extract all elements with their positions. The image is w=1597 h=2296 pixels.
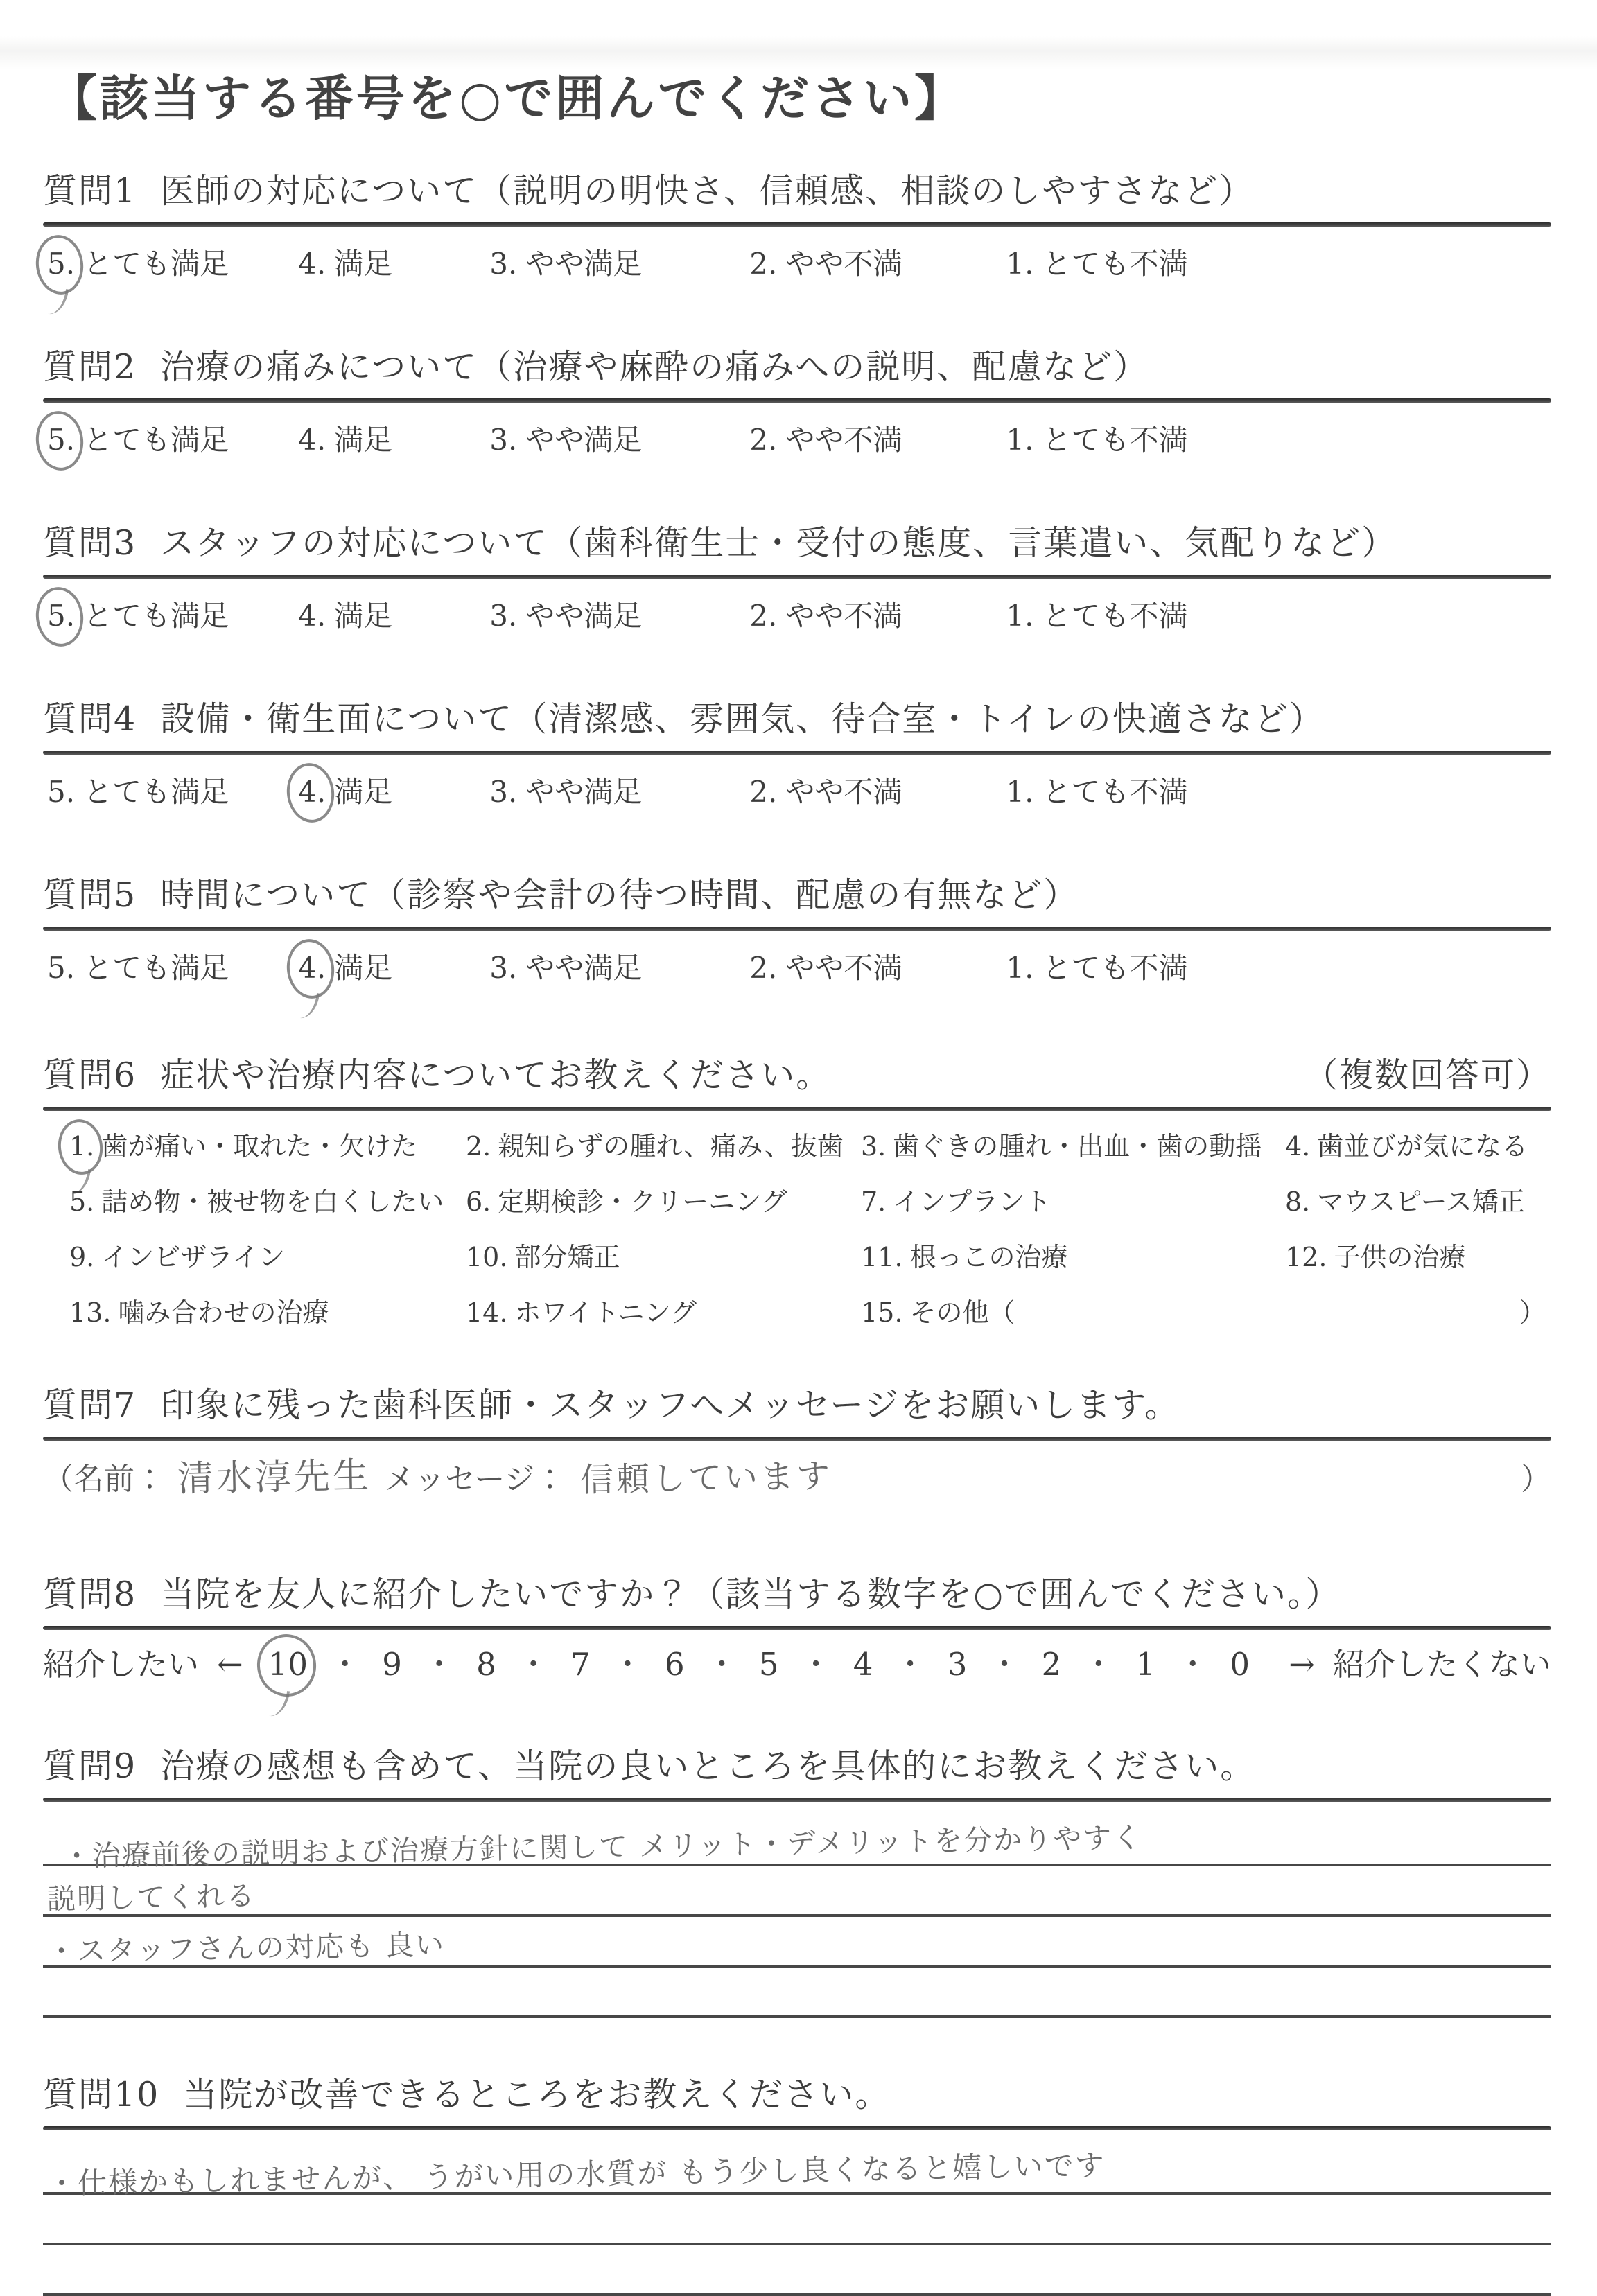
scale-number: 10	[268, 1644, 308, 1685]
section-rule	[43, 1107, 1551, 1111]
option-number: 1.	[1006, 599, 1034, 633]
section-rule	[43, 1626, 1551, 1630]
message-answer-line	[43, 1451, 1551, 1507]
option-number: 15.	[861, 1297, 903, 1328]
option-label: とても満足	[83, 423, 229, 457]
option-number: 5.	[47, 775, 76, 809]
option-label: とても満足	[83, 599, 229, 633]
question-label: 質問6	[43, 1055, 137, 1095]
option-number: 3.	[489, 951, 518, 985]
question-label: 質問8	[43, 1575, 137, 1614]
option-label: ホワイトニング	[514, 1297, 697, 1328]
rating-option	[489, 245, 642, 283]
rating-options-row	[43, 949, 1551, 988]
option-number: 5.	[47, 951, 76, 985]
answer-line	[43, 1866, 1551, 1917]
rating-option	[47, 245, 229, 283]
question-block-8	[43, 1573, 1551, 1685]
answer-line	[43, 1816, 1551, 1873]
option-label: やや不満	[785, 775, 902, 809]
option-label: とても満足	[83, 775, 229, 809]
option-label: マウスピース矯正	[1317, 1186, 1525, 1217]
option-label: やや満足	[525, 951, 643, 985]
question-block-1	[43, 170, 1551, 283]
option-label: やや満足	[525, 775, 643, 809]
scale-number: 4	[853, 1646, 873, 1683]
question-text: 当院が改善できるところをお教えください。	[183, 2075, 891, 2114]
section-rule	[43, 398, 1551, 403]
scale-number: 6	[664, 1646, 685, 1683]
rating-option	[749, 597, 902, 636]
symptom-option	[861, 1129, 1285, 1164]
question-7-heading	[43, 1384, 1551, 1427]
answer-line	[43, 2144, 1551, 2201]
dot-separator: ・	[611, 1646, 643, 1683]
section-rule	[43, 222, 1551, 227]
rating-option	[1006, 245, 1187, 283]
option-label: 根っこの治療	[909, 1242, 1068, 1272]
dot-separator: ・	[800, 1646, 832, 1683]
option-label: とても不満	[1042, 423, 1188, 457]
dot-separator: ・	[329, 1646, 361, 1683]
question-text: 治療の痛みについて（治療や麻酔の痛みへの説明、配慮など）	[160, 347, 1149, 387]
section-rule	[43, 751, 1551, 755]
option-number: 5.	[47, 245, 75, 283]
multi-answer-note: （複数回答可）	[1303, 1055, 1551, 1095]
question-block-9	[43, 1745, 1551, 2018]
option-number: 2.	[749, 599, 778, 633]
question-block-4	[43, 698, 1551, 812]
option-number: 4.	[298, 423, 326, 457]
answer-line	[43, 1917, 1551, 1968]
dot-separator: ・	[424, 1646, 455, 1683]
option-number: 4.	[298, 599, 326, 633]
symptom-option	[861, 1184, 1285, 1219]
option-number: 9.	[69, 1242, 95, 1272]
rating-option	[298, 597, 392, 636]
symptom-option	[466, 1184, 861, 1219]
rating-option	[749, 949, 902, 988]
rating-option	[489, 597, 642, 636]
option-label: とても不満	[1042, 247, 1188, 281]
option-number: 2.	[466, 1131, 491, 1162]
question-block-10	[43, 2074, 1551, 2296]
option-label: その他（	[909, 1297, 1015, 1328]
question-text: 治療の感想も含めて、当院の良いところを具体的にお教えください。	[160, 1746, 1256, 1786]
option-number: 12.	[1285, 1242, 1327, 1272]
symptom-option	[69, 1129, 466, 1164]
question-5-heading	[43, 874, 1551, 917]
symptom-options-grid	[69, 1129, 1551, 1330]
closing-paren: ）	[1521, 1462, 1551, 1497]
option-number: 1.	[1006, 775, 1034, 809]
rating-options-row	[43, 597, 1551, 636]
scale-number: 1	[1135, 1646, 1156, 1683]
message-label: メッセージ：	[384, 1462, 566, 1497]
option-number: 2.	[749, 951, 778, 985]
scale-number: 7	[570, 1646, 591, 1683]
rating-options-row	[43, 421, 1551, 459]
option-label: 噛み合わせの治療	[118, 1297, 329, 1328]
option-label: 親知らずの腫れ、痛み、抜歯	[498, 1131, 844, 1162]
option-number: 3.	[861, 1131, 887, 1162]
option-label: とても満足	[83, 951, 229, 985]
option-number: 2.	[749, 247, 778, 281]
rating-option	[1006, 773, 1187, 812]
option-number: 2.	[749, 775, 778, 809]
option-number: 1.	[1006, 423, 1034, 457]
option-number: 4.	[1285, 1131, 1311, 1162]
symptom-option	[1285, 1129, 1551, 1164]
rating-option	[298, 245, 392, 283]
rating-option	[749, 245, 902, 283]
answer-line	[43, 2245, 1551, 2296]
symptom-option	[466, 1129, 861, 1164]
option-label: インプラント	[893, 1186, 1051, 1217]
question-text: スタッフの対応について（歯科衛生士・受付の態度、言葉遣い、気配りなど）	[160, 523, 1397, 563]
question-block-2	[43, 346, 1551, 459]
dot-separator: ・	[517, 1646, 549, 1683]
rating-option	[298, 421, 392, 459]
symptom-option-other	[861, 1295, 1551, 1330]
symptom-option	[466, 1240, 861, 1274]
handwritten-text: ・治療前後の説明および治療方針に関して メリット・デメリットを分かりやすく	[62, 1821, 1143, 1873]
recommend-scale-row	[43, 1644, 1551, 1685]
symptom-option	[1285, 1184, 1551, 1219]
option-number: 5.	[69, 1186, 95, 1217]
other-close-paren: ）	[1519, 1297, 1546, 1328]
section-rule	[43, 2126, 1551, 2130]
option-number: 2.	[749, 423, 778, 457]
option-label: やや不満	[785, 599, 902, 633]
question-block-7	[43, 1384, 1551, 1507]
option-label: インビザライン	[101, 1242, 286, 1272]
recommend-right-label: 紹介したくない	[1332, 1646, 1551, 1683]
question-label: 質問1	[43, 171, 137, 211]
option-label: 満足	[334, 247, 393, 281]
option-number: 4.	[298, 247, 326, 281]
question-text: 症状や治療内容についてお教えください。	[160, 1055, 832, 1095]
question-text: 印象に残った歯科医師・スタッフへメッセージをお願いします。	[160, 1385, 1180, 1425]
rating-option	[1006, 949, 1187, 988]
option-number: 1.	[69, 1129, 94, 1164]
question-3-heading	[43, 522, 1551, 565]
scale-number: 0	[1230, 1646, 1250, 1683]
option-number: 4.	[298, 949, 326, 988]
option-label: 子供の治療	[1334, 1242, 1466, 1272]
section-rule	[43, 927, 1551, 931]
option-number: 13.	[69, 1297, 112, 1328]
question-text: 当院を友人に紹介したいですか？（該当する数字を○で囲んでください。）	[160, 1575, 1341, 1614]
question-label: 質問9	[43, 1746, 137, 1786]
symptom-option	[1285, 1240, 1551, 1274]
option-label: 歯ぐきの腫れ・出血・歯の動揺	[893, 1131, 1262, 1162]
handwritten-name: 清水淳先生	[177, 1455, 372, 1500]
rating-option	[47, 597, 229, 636]
dot-separator: ・	[988, 1646, 1020, 1683]
option-number: 14.	[466, 1297, 508, 1328]
option-number: 1.	[1006, 951, 1034, 985]
handwritten-text: ・スタッフさんの対応も 良い	[46, 1927, 446, 1969]
option-number: 6.	[466, 1186, 491, 1217]
dot-separator: ・	[706, 1646, 738, 1683]
rating-option	[47, 949, 229, 988]
right-arrow-icon: →	[1289, 1646, 1315, 1683]
section-rule	[43, 1798, 1551, 1802]
rating-option	[749, 773, 902, 812]
option-number: 5.	[47, 597, 75, 636]
rating-options-row	[43, 773, 1551, 812]
option-number: 1.	[1006, 247, 1034, 281]
option-label: やや満足	[525, 423, 643, 457]
option-number: 4.	[298, 773, 326, 812]
option-label: 詰め物・被せ物を白くしたい	[101, 1186, 444, 1217]
handwritten-text: ・仕様かもしれませんが、 うがい用の水質が もう少し良くなると嬉しいです	[46, 2148, 1106, 2201]
question-text: 時間について（診察や会計の待つ時間、配慮の有無など）	[160, 875, 1079, 915]
question-label: 質問10	[43, 2075, 160, 2114]
option-number: 3.	[489, 247, 518, 281]
option-number: 5.	[47, 421, 75, 459]
rating-option	[489, 949, 642, 988]
option-number: 11.	[861, 1242, 903, 1272]
section-rule	[43, 1437, 1551, 1441]
option-number: 3.	[489, 599, 518, 633]
option-number: 3.	[489, 423, 518, 457]
option-label: 満足	[334, 423, 393, 457]
option-label: 歯並びが気になる	[1317, 1131, 1528, 1162]
question-10-heading	[43, 2074, 1551, 2117]
option-label: とても不満	[1042, 775, 1188, 809]
question-label: 質問2	[43, 347, 137, 387]
scale-number: 2	[1041, 1646, 1062, 1683]
option-label: とても満足	[83, 247, 229, 281]
scale-number: 5	[758, 1646, 779, 1683]
option-label: やや不満	[785, 951, 902, 985]
option-label: やや満足	[525, 599, 643, 633]
symptom-option	[861, 1240, 1285, 1274]
rating-option	[298, 949, 392, 988]
option-label: 満足	[334, 951, 393, 985]
option-label: 満足	[334, 599, 393, 633]
answer-line	[43, 1968, 1551, 2018]
symptom-option	[466, 1295, 861, 1330]
dot-separator: ・	[1177, 1646, 1209, 1683]
name-prefix-label: （名前：	[43, 1462, 165, 1497]
symptom-option	[69, 1240, 466, 1274]
recommend-left-label: 紹介したい	[43, 1646, 200, 1683]
question-label: 質問5	[43, 875, 137, 915]
question-text: 設備・衛生面について（清潔感、雰囲気、待合室・トイレの快適さなど）	[160, 699, 1325, 739]
option-label: やや満足	[525, 247, 643, 281]
question-text: 医師の対応について（説明の明快さ、信頼感、相談のしやすさなど）	[160, 171, 1255, 211]
left-arrow-icon: ←	[217, 1646, 243, 1683]
rating-option	[489, 773, 642, 812]
rating-option	[1006, 421, 1187, 459]
symptom-option	[69, 1184, 466, 1219]
rating-option	[298, 773, 392, 812]
question-6-heading	[43, 1054, 1551, 1097]
question-1-heading	[43, 170, 1551, 213]
rating-option	[47, 773, 229, 812]
scale-number: 8	[476, 1646, 496, 1683]
question-block-5	[43, 874, 1551, 988]
option-label: やや不満	[785, 247, 902, 281]
rating-options-row	[43, 245, 1551, 283]
option-number: 8.	[1285, 1186, 1311, 1217]
answer-line	[43, 2195, 1551, 2245]
question-9-heading	[43, 1745, 1551, 1788]
section-rule	[43, 575, 1551, 579]
question-label: 質問3	[43, 523, 137, 563]
rating-option	[47, 421, 229, 459]
scale-number: 9	[382, 1646, 402, 1683]
question-4-heading	[43, 698, 1551, 741]
option-number: 3.	[489, 775, 518, 809]
question-label: 質問4	[43, 699, 137, 739]
scale-numbers	[261, 1644, 1271, 1685]
option-number: 7.	[861, 1186, 887, 1217]
page-title: 【該当する番号を○で囲んでください】	[49, 69, 966, 127]
rating-option	[489, 421, 642, 459]
scale-number: 3	[947, 1646, 968, 1683]
option-label: やや不満	[785, 423, 902, 457]
rating-option	[1006, 597, 1187, 636]
option-label: 満足	[334, 775, 393, 809]
rating-option	[749, 421, 902, 459]
option-label: 部分矯正	[514, 1242, 620, 1272]
handwritten-text: 説明してくれる	[46, 1879, 256, 1916]
question-2-heading	[43, 346, 1551, 389]
symptom-option	[69, 1295, 466, 1330]
option-label: 定期検診・クリーニング	[498, 1186, 787, 1217]
option-label: とても不満	[1042, 951, 1188, 985]
question-block-6	[43, 1054, 1551, 1330]
option-label: 歯が痛い・取れた・欠けた	[101, 1131, 418, 1162]
handwritten-message: 信頼しています	[579, 1456, 833, 1500]
question-8-heading	[43, 1573, 1551, 1616]
question-label: 質問7	[43, 1385, 137, 1425]
question-block-3	[43, 522, 1551, 636]
option-label: とても不満	[1042, 599, 1188, 633]
option-number: 10.	[466, 1242, 508, 1272]
dot-separator: ・	[894, 1646, 926, 1683]
dot-separator: ・	[1083, 1646, 1115, 1683]
